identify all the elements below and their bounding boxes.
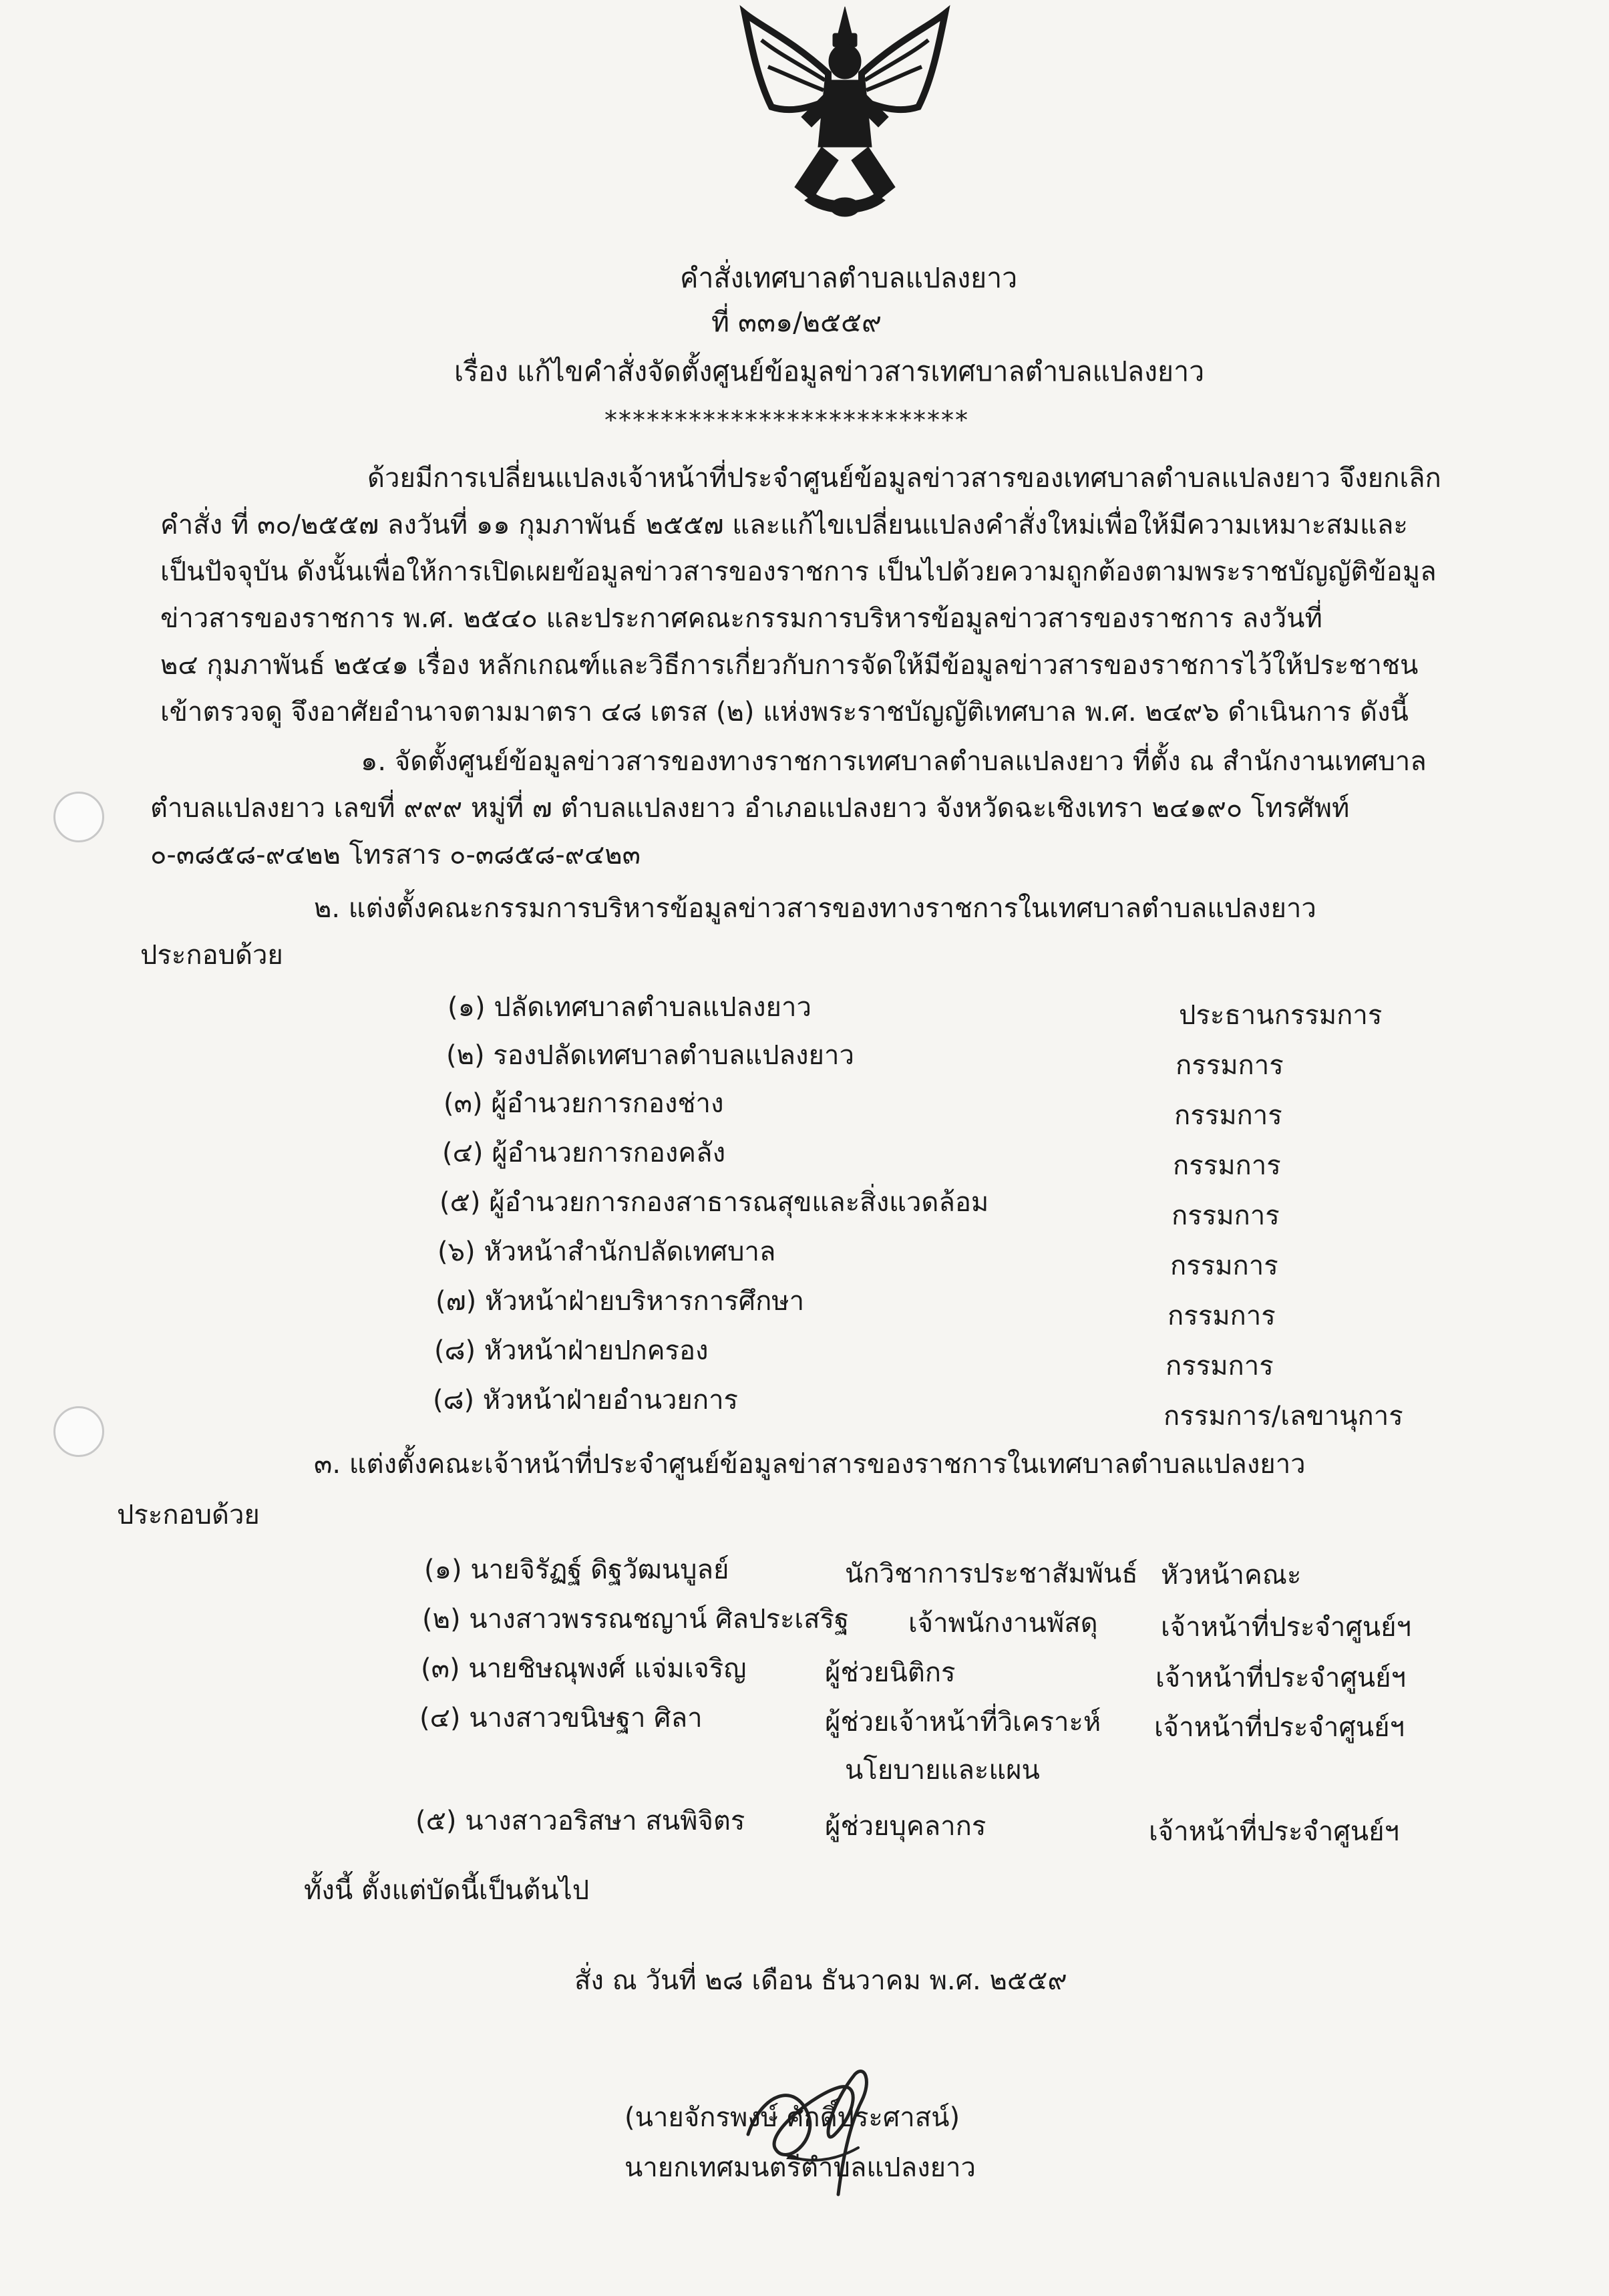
section1-line-1: ๑. จัดตั้งศูนย์ข้อมูลข่าวสารของทางราชการเทศบาลตำบลแปลงยาว ที่ตั้ง ณ สำนักงานเทศบาล xyxy=(361,746,1427,777)
committee-member-name: (๘) หัวหน้าฝ่ายอำนวยการ xyxy=(433,1385,739,1416)
preamble-line-4: ข่าวสารของราชการ พ.ศ. ๒๕๔๐ และประกาศคณะกรรมการบริหารข้อมูลข่าวสารของราชการ ลงวันที่ xyxy=(160,603,1322,634)
section2-intro: ๒. แต่งตั้งคณะกรรมการบริหารข้อมูลข่าวสารของทางราชการในเทศบาลตำบลแปลงยาว xyxy=(314,893,1316,924)
committee-member-name: (๕) ผู้อำนวยการกองสาธารณสุขและสิ่งแวดล้อม xyxy=(439,1187,989,1218)
staff-duty: เจ้าหน้าที่ประจำศูนย์ฯ xyxy=(1149,1816,1399,1847)
staff-position: ผู้ช่วยบุคลากร xyxy=(825,1811,987,1842)
committee-member-role: กรรมการ xyxy=(1166,1351,1274,1381)
staff-name: (๕) นางสาวอริสษา สนพิจิตร xyxy=(415,1806,745,1836)
staff-position-cont: นโยบายและแผน xyxy=(845,1755,1040,1786)
garuda-emblem-icon xyxy=(731,0,958,224)
preamble-line-5: ๒๔ กุมภาพันธ์ ๒๕๔๑ เรื่อง หลักเกณฑ์และวิธีการเกี่ยวกับการจัดให้มีข้อมูลข่าวสารของราชการไว้ให้ประชาชน xyxy=(160,650,1419,681)
section3-composed: ประกอบด้วย xyxy=(117,1500,260,1530)
committee-member-role: กรรมการ xyxy=(1176,1050,1284,1081)
staff-position: เจ้าพนักงานพัสดุ xyxy=(908,1608,1098,1639)
committee-member-role: กรรมการ xyxy=(1173,1150,1281,1181)
section3-intro: ๓. แต่งตั้งคณะเจ้าหน้าที่ประจำศูนย์ข้อมูลข่าสารของราชการในเทศบาลตำบลแปลงยาว xyxy=(314,1449,1306,1480)
effective-statement: ทั้งนี้ ตั้งแต่บัดนี้เป็นต้นไป xyxy=(304,1875,590,1906)
committee-member-role: กรรมการ xyxy=(1172,1200,1280,1231)
committee-member-name: (๑) ปลัดเทศบาลตำบลแปลงยาว xyxy=(448,992,812,1023)
committee-member-role: กรรมการ/เลขานุการ xyxy=(1164,1401,1403,1432)
staff-name: (๔) นางสาวขนิษฐา ศิลา xyxy=(419,1703,703,1734)
preamble-line-2: คำสั่ง ที่ ๓๐/๒๕๕๗ ลงวันที่ ๑๑ กุมภาพันธ์ ๒๕๕๗ และแก้ไขเปลี่ยนแปลงคำสั่งใหม่เพื่อให้มีความเหมาะสมและ xyxy=(160,510,1408,540)
staff-duty: เจ้าหน้าที่ประจำศูนย์ฯ xyxy=(1161,1612,1411,1643)
punch-hole-bottom xyxy=(53,1406,104,1457)
punch-hole-top xyxy=(53,792,104,842)
staff-duty: เจ้าหน้าที่ประจำศูนย์ฯ xyxy=(1154,1712,1405,1743)
order-title: คำสั่งเทศบาลตำบลแปลงยาว xyxy=(680,262,1018,294)
preamble-line-1: ด้วยมีการเปลี่ยนแปลงเจ้าหน้าที่ประจำศูนย์ข้อมูลข่าวสารของเทศบาลตำบลแปลงยาว จึงยกเลิก xyxy=(367,463,1441,494)
staff-name: (๑) นายจิรัฏฐ์ ดิฐวัฒนบูลย์ xyxy=(424,1554,729,1585)
committee-member-role: กรรมการ xyxy=(1168,1301,1276,1331)
committee-member-name: (๖) หัวหน้าสำนักปลัดเทศบาล xyxy=(437,1237,776,1267)
staff-position: นักวิชาการประชาสัมพันธ์ xyxy=(845,1559,1138,1589)
stars-divider: ************************** xyxy=(604,405,969,435)
order-subject: เรื่อง แก้ไขคำสั่งจัดตั้งศูนย์ข้อมูลข่าวสารเทศบาลตำบลแปลงยาว xyxy=(454,355,1205,387)
committee-member-name: (๔) ผู้อำนวยการกองคลัง xyxy=(442,1138,726,1168)
section1-line-2: ตำบลแปลงยาว เลขที่ ๙๙๙ หมู่ที่ ๗ ตำบลแปลงยาว อำเภอแปลงยาว จังหวัดฉะเชิงเทรา ๒๔๑๙๐ โทรศัพท์ xyxy=(150,793,1350,824)
committee-member-role: กรรมการ xyxy=(1170,1251,1278,1281)
section2-composed: ประกอบด้วย xyxy=(140,940,283,971)
staff-name: (๓) นายชิษณุพงศ์ แจ่มเจริญ xyxy=(421,1653,747,1684)
committee-member-name: (๓) ผู้อำนวยการกองช่าง xyxy=(443,1088,724,1119)
section1-line-3: ๐-๓๘๕๘-๙๔๒๒ โทรสาร ๐-๓๘๕๘-๙๔๒๓ xyxy=(150,840,641,870)
preamble-line-3: เป็นปัจจุบัน ดังนั้นเพื่อให้การเปิดเผยข้อมูลข่าวสารของราชการ เป็นไปด้วยความถูกต้องตามพระราชบัญญัติข้อมูล xyxy=(160,556,1437,587)
order-number: ที่ ๓๓๑/๒๕๕๙ xyxy=(711,306,882,338)
committee-member-name: (๘) หัวหน้าฝ่ายปกครอง xyxy=(434,1335,709,1366)
staff-name: (๒) นางสาวพรรณชญาน์ ศิลประเสริฐ xyxy=(422,1604,850,1635)
signer-name: (นายจักรพงษ์ ศักดิ์ประศาสน์) xyxy=(624,2102,960,2133)
staff-duty: หัวหน้าคณะ xyxy=(1161,1560,1302,1591)
staff-position: ผู้ช่วยเจ้าหน้าที่วิเคราะห์ xyxy=(825,1707,1101,1738)
staff-duty: เจ้าหน้าที่ประจำศูนย์ฯ xyxy=(1155,1663,1406,1693)
committee-member-name: (๒) รองปลัดเทศบาลตำบลแปลงยาว xyxy=(446,1040,854,1071)
committee-member-role: กรรมการ xyxy=(1174,1100,1282,1131)
committee-member-name: (๗) หัวหน้าฝ่ายบริหารการศึกษา xyxy=(435,1286,805,1317)
order-date: สั่ง ณ วันที่ ๒๘ เดือน ธันวาคม พ.ศ. ๒๕๕๙ xyxy=(574,1965,1067,1996)
staff-position: ผู้ช่วยนิติกร xyxy=(825,1657,956,1688)
signer-title: นายกเทศมนตรีตำบลแปลงยาว xyxy=(624,2152,976,2183)
preamble-line-6: เข้าตรวจดู จึงอาศัยอำนาจตามมาตรา ๔๘ เตรส (๒) แห่งพระราชบัญญัติเทศบาล พ.ศ. ๒๔๙๖ ดำเนินการ ดังนี้ xyxy=(160,697,1409,727)
committee-member-role: ประธานกรรมการ xyxy=(1179,1000,1383,1031)
